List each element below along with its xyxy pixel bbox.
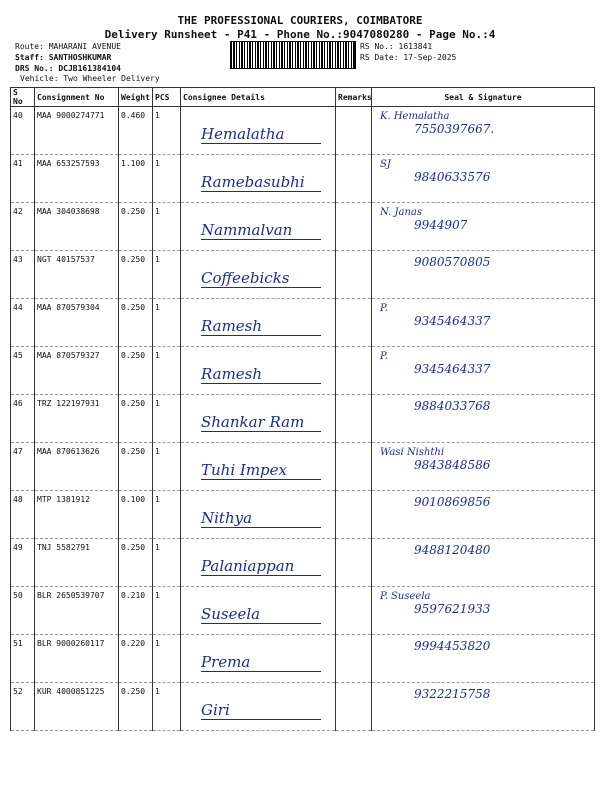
consignee-cell (181, 155, 336, 203)
table-row (11, 491, 595, 539)
consignee-cell (181, 299, 336, 347)
barcode (230, 41, 356, 69)
column-header: Consignment No (35, 88, 119, 107)
pieces-count: 1 (153, 347, 181, 395)
consignee-name: Prema (201, 653, 321, 672)
remarks-cell (336, 491, 372, 539)
consignee-name: Tuhi Impex (201, 461, 321, 480)
consignee-cell (181, 251, 336, 299)
remarks-cell (336, 347, 372, 395)
consignee-cell (181, 491, 336, 539)
phone-number: 9884033768 (414, 399, 491, 413)
consignment-number: KUR 4000851225 (35, 683, 119, 731)
runsheet-subtitle: Delivery Runsheet - P41 - Phone No.:9047080280 - Page No.:4 (104, 28, 496, 41)
phone-number: 9488120480 (414, 543, 491, 557)
phone-number: 9840633576 (414, 170, 491, 184)
rs-number: RS No.: 1613841 (360, 42, 433, 51)
column-header: Seal & Signature (372, 88, 595, 107)
signature-cell (372, 539, 595, 587)
phone-number: 9322215758 (414, 687, 491, 701)
signature-cell (372, 395, 595, 443)
table-row (11, 203, 595, 251)
serial-number: 51 (11, 635, 35, 683)
signature-cell (372, 155, 595, 203)
consignment-number: MTP 1381912 (35, 491, 119, 539)
weight-value: 0.250 (119, 443, 153, 491)
table-row (11, 251, 595, 299)
consignee-name: Nammalvan (201, 221, 321, 240)
signature: K. Hemalatha (380, 111, 450, 122)
consignee-name: Suseela (201, 605, 321, 624)
consignment-number: MAA 870579304 (35, 299, 119, 347)
signature-cell (372, 491, 595, 539)
column-header: Weight (119, 88, 153, 107)
phone-number: 7550397667. (414, 122, 495, 136)
pieces-count: 1 (153, 395, 181, 443)
column-header: Consignee Details (181, 88, 336, 107)
consignee-cell (181, 107, 336, 155)
vehicle-label: Vehicle: Two Wheeler Delivery (20, 74, 160, 83)
serial-number: 40 (11, 107, 35, 155)
weight-value: 0.250 (119, 683, 153, 731)
consignee-cell (181, 635, 336, 683)
drs-number: DRS No.: DCJB161384104 (15, 64, 121, 73)
remarks-cell (336, 683, 372, 731)
table-row (11, 107, 595, 155)
table-row (11, 155, 595, 203)
serial-number: 49 (11, 539, 35, 587)
consignment-number: MAA 870613626 (35, 443, 119, 491)
remarks-cell (336, 203, 372, 251)
consignment-number: TRZ 122197931 (35, 395, 119, 443)
table-row (11, 443, 595, 491)
consignment-number: MAA 653257593 (35, 155, 119, 203)
page-title: THE PROFESSIONAL COURIERS, COIMBATORE (177, 14, 423, 27)
pieces-count: 1 (153, 491, 181, 539)
weight-value: 1.100 (119, 155, 153, 203)
consignee-name: Coffeebicks (201, 269, 321, 288)
signature: P. (380, 303, 388, 314)
weight-value: 0.250 (119, 347, 153, 395)
signature-cell (372, 347, 595, 395)
serial-number: 43 (11, 251, 35, 299)
serial-number: 47 (11, 443, 35, 491)
pieces-count: 1 (153, 635, 181, 683)
remarks-cell (336, 251, 372, 299)
remarks-cell (336, 539, 372, 587)
rs-date: RS Date: 17-Sep-2025 (360, 53, 457, 62)
pieces-count: 1 (153, 299, 181, 347)
weight-value: 0.220 (119, 635, 153, 683)
column-header: Remarks (336, 88, 372, 107)
consignee-name: Ramesh (201, 365, 321, 384)
remarks-cell (336, 155, 372, 203)
pieces-count: 1 (153, 203, 181, 251)
remarks-cell (336, 299, 372, 347)
phone-number: 9345464337 (414, 362, 491, 376)
pieces-count: 1 (153, 539, 181, 587)
table-row (11, 347, 595, 395)
table-row (11, 395, 595, 443)
consignee-name: Shankar Ram (201, 413, 321, 432)
weight-value: 0.100 (119, 491, 153, 539)
column-header: PCS (153, 88, 181, 107)
serial-number: 50 (11, 587, 35, 635)
consignee-cell (181, 395, 336, 443)
weight-value: 0.250 (119, 539, 153, 587)
weight-value: 0.250 (119, 251, 153, 299)
weight-value: 0.250 (119, 203, 153, 251)
consignment-number: NGT 40157537 (35, 251, 119, 299)
consignee-cell (181, 203, 336, 251)
signature-cell (372, 587, 595, 635)
consignment-number: TNJ 5582791 (35, 539, 119, 587)
consignee-name: Ramebasubhi (201, 173, 321, 192)
serial-number: 42 (11, 203, 35, 251)
signature: P. Suseela (380, 591, 431, 602)
pieces-count: 1 (153, 155, 181, 203)
staff-label: Staff: SANTHOSHKUMAR (15, 53, 112, 62)
signature: SJ (380, 159, 391, 170)
remarks-cell (336, 587, 372, 635)
consignee-name: Hemalatha (201, 125, 321, 144)
remarks-cell (336, 443, 372, 491)
weight-value: 0.210 (119, 587, 153, 635)
remarks-cell (336, 395, 372, 443)
consignment-number: MAA 304038698 (35, 203, 119, 251)
consignment-number: BLR 2650539707 (35, 587, 119, 635)
consignee-name: Nithya (201, 509, 321, 528)
remarks-cell (336, 107, 372, 155)
phone-number: 9597621933 (414, 602, 491, 616)
signature-cell (372, 443, 595, 491)
consignee-cell (181, 539, 336, 587)
pieces-count: 1 (153, 107, 181, 155)
consignment-number: BLR 9000260117 (35, 635, 119, 683)
table-row (11, 299, 595, 347)
serial-number: 46 (11, 395, 35, 443)
serial-number: 45 (11, 347, 35, 395)
pieces-count: 1 (153, 251, 181, 299)
table-header (11, 88, 595, 107)
consignee-cell (181, 347, 336, 395)
remarks-cell (336, 635, 372, 683)
consignee-cell (181, 683, 336, 731)
consignee-cell (181, 443, 336, 491)
weight-value: 0.250 (119, 395, 153, 443)
route-label: Route: MAHARANI AVENUE (15, 42, 121, 51)
phone-number: 9944907 (414, 218, 468, 232)
consignee-name: Giri (201, 701, 321, 720)
signature-cell (372, 299, 595, 347)
signature: Wasi Nishthi (380, 447, 445, 458)
consignee-name: Palaniappan (201, 557, 321, 576)
pieces-count: 1 (153, 443, 181, 491)
serial-number: 44 (11, 299, 35, 347)
signature-cell (372, 683, 595, 731)
signature: N. Janas (380, 207, 422, 218)
serial-number: 48 (11, 491, 35, 539)
signature-cell (372, 107, 595, 155)
table-row (11, 539, 595, 587)
phone-number: 9010869856 (414, 495, 491, 509)
consignee-cell (181, 587, 336, 635)
signature-cell (372, 635, 595, 683)
phone-number: 9843848586 (414, 458, 491, 472)
pieces-count: 1 (153, 683, 181, 731)
phone-number: 9994453820 (414, 639, 491, 653)
table-row (11, 587, 595, 635)
consignment-number: MAA 9000274771 (35, 107, 119, 155)
phone-number: 9080570805 (414, 255, 491, 269)
consignment-number: MAA 870579327 (35, 347, 119, 395)
table-row (11, 635, 595, 683)
weight-value: 0.250 (119, 299, 153, 347)
column-header: S No (11, 88, 35, 107)
runsheet-table (10, 87, 595, 731)
pieces-count: 1 (153, 587, 181, 635)
phone-number: 9345464337 (414, 314, 491, 328)
serial-number: 41 (11, 155, 35, 203)
signature-cell (372, 203, 595, 251)
consignee-name: Ramesh (201, 317, 321, 336)
signature-cell (372, 251, 595, 299)
table-row (11, 683, 595, 731)
signature: P. (380, 351, 388, 362)
weight-value: 0.460 (119, 107, 153, 155)
serial-number: 52 (11, 683, 35, 731)
